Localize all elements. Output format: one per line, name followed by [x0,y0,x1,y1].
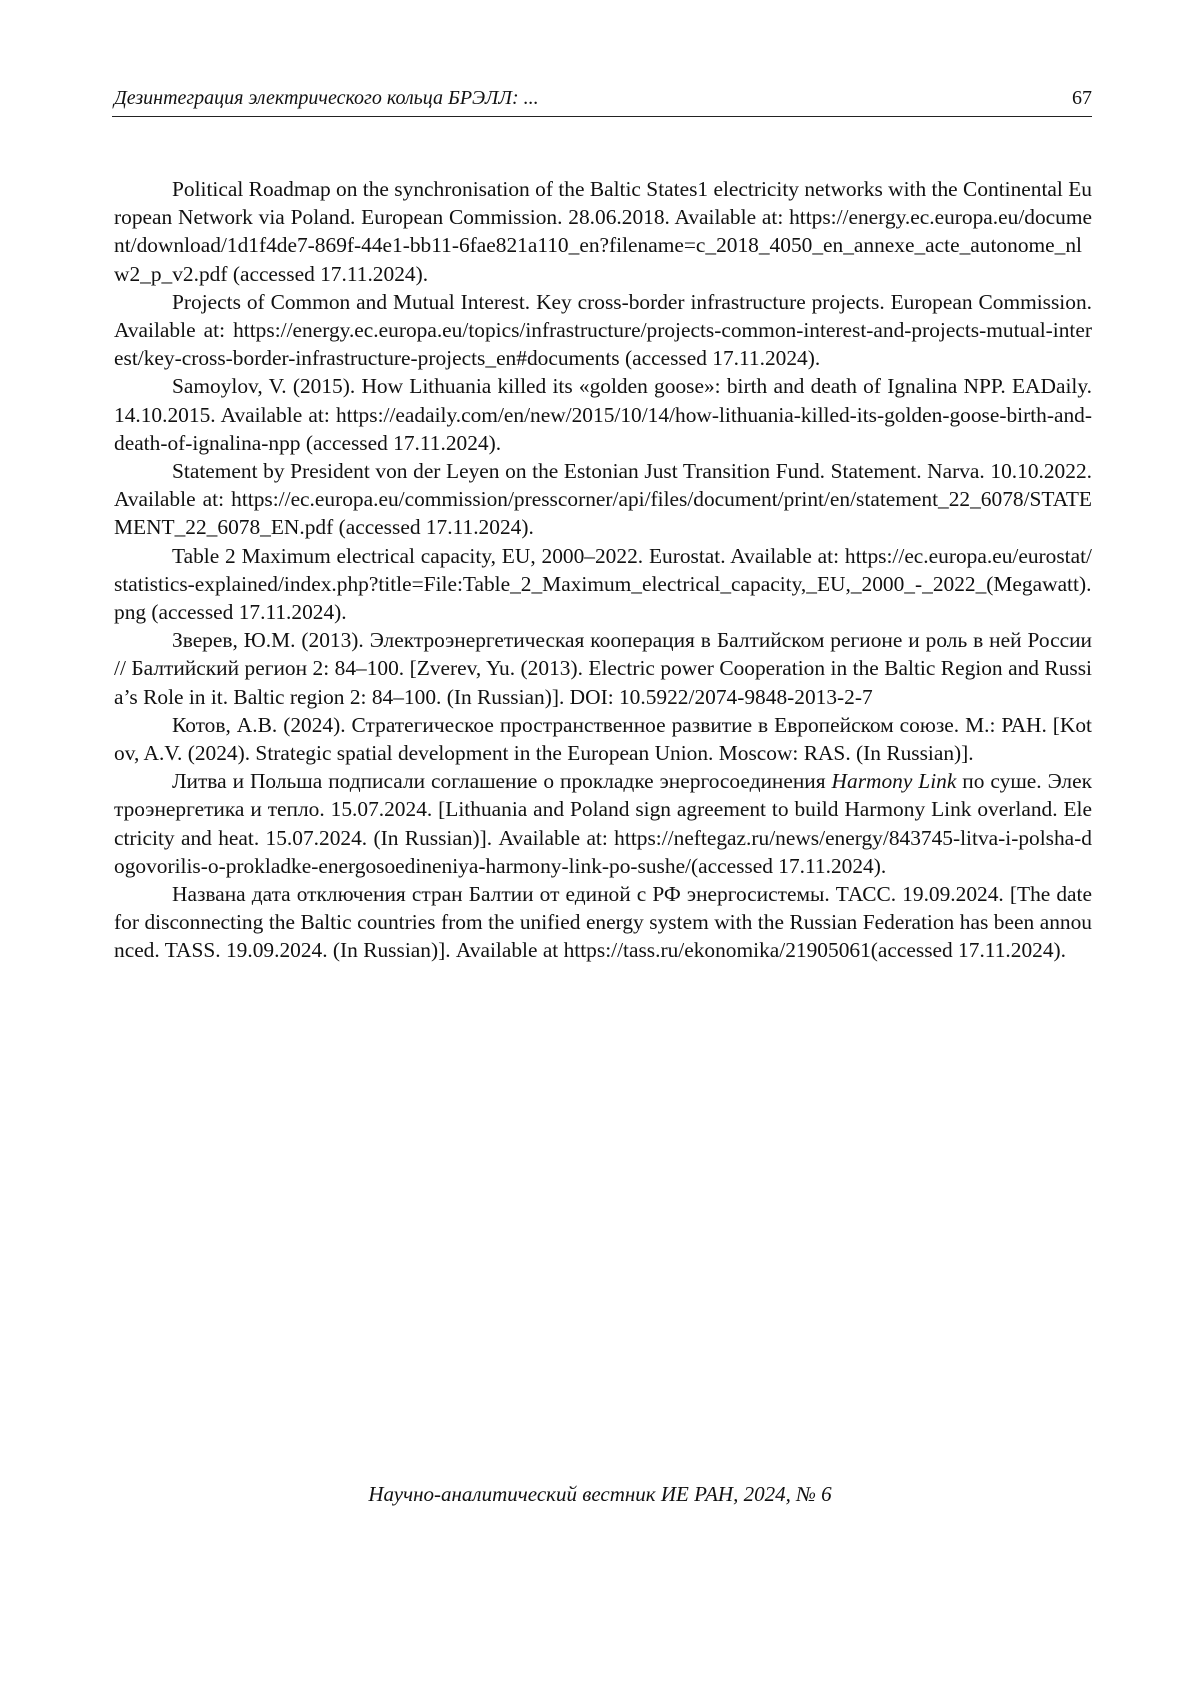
reference-entry-1: Political Roadmap on the synchronisation of the Baltic States1 electricity networks with the Continental European Network via Poland. European Commission. 28.06.2018. Available at: https://energy.ec.europa.eu/document/download/1d1f4de7-869f-44e1-bb11-6fae821a110_en?filename=c_2018_4050_en_annexe_acte_autonome_nlw2_p_v2.pdf (accessed 17.11.2024). [114,177,1092,286]
reference-entry-9: Названа дата отключения стран Балтии от единой с РФ энергосистемы. ТАСС. 19.09.2024. [The date for disconnecting the Baltic countries from the unified energy system with the Russian Federation has been announced. TASS. 19.09.2024. (In Russian)]. Available at https://tass.ru/ekonomika/21905061(accessed 17.11.2024). [114,882,1092,963]
reference-list [114,175,1092,965]
running-title: Дезинтеграция электрического кольца БРЭЛЛ: ... [114,87,539,109]
reference-entry-5: Table 2 Maximum electrical capacity, EU, 2000–2022. Eurostat. Available at: https://ec.europa.eu/eurostat/statistics-explained/index.php?title=File:Table_2_Maximum_electrical_capacity,_EU,_2000_-_2022_(Megawatt).png (accessed 17.11.2024). [114,543,1092,625]
page-number: 67 [1072,87,1092,109]
reference-8-text-end: по суше. Электроэнергетика и тепло. 15.07.2024. [Lithuania and Poland sign agreement to build Harmony Link overland. Electricity and heat. 15.07.2024. (In Russian)]. Available at: https://neftegaz.ru/news/energy/843745-litva-i-polsha-dogovorilis-o-prokladke-energosoedineniya-harmony-link-po-sushe/(accessed 17.11.2024). [114,769,1092,878]
running-header [112,86,1092,117]
reference-entry-8 [114,767,1092,880]
reference-entry-2: Projects of Common and Mutual Interest. Key cross-border infrastructure projects. European Commission. Available at: https://energy.ec.europa.eu/topics/infrastructure/projects-common-interest-and-projects-mutual-interest/key-cross-border-infrastructure-projects_en#documents (accessed 17.11.2024). [114,289,1092,371]
reference-8-text-start: Литва и Польша подписали соглашение о прокладке энергосоединения [172,769,832,794]
reference-8-italic-term: Harmony Link [831,769,957,794]
reference-entry-6: Зверев, Ю.М. (2013). Электроэнергетическая кооперация в Балтийском регионе и роль в ней России // Балтийский регион 2: 84–100. [Zverev, Yu. (2013). Electric power Cooperation in the Baltic Region and Russia’s Role in it. Baltic region 2: 84–100. (In Russian)]. DOI: 10.5922/2074-9848-2013-2-7 [114,628,1092,709]
journal-footer: Научно-аналитический вестник ИЕ РАН, 2024, № 6 [368,1482,832,1506]
reference-entry-7: Котов, А.В. (2024). Стратегическое пространственное развитие в Европейском союзе. М.: РАН. [Kotov, A.V. (2024). Strategic spatial development in the European Union. Moscow: RAS. (In Russian)]. [114,712,1092,766]
reference-entry-3: Samoylov, V. (2015). How Lithuania killed its «golden goose»: birth and death of Ignalina NPP. EADaily. 14.10.2015. Available at: https://eadaily.com/en/new/2015/10/14/how-lithuania-killed-its-golden-goose-birth-and-death-of-ignalina-npp (accessed 17.11.2024). [114,374,1092,455]
reference-entry-4: Statement by President von der Leyen on the Estonian Just Transition Fund. Statement. Narva. 10.10.2022. Available at: https://ec.europa.eu/commission/presscorner/api/files/document/print/en/statement_22_6078/STATEMENT_22_6078_EN.pdf (accessed 17.11.2024). [114,459,1092,540]
